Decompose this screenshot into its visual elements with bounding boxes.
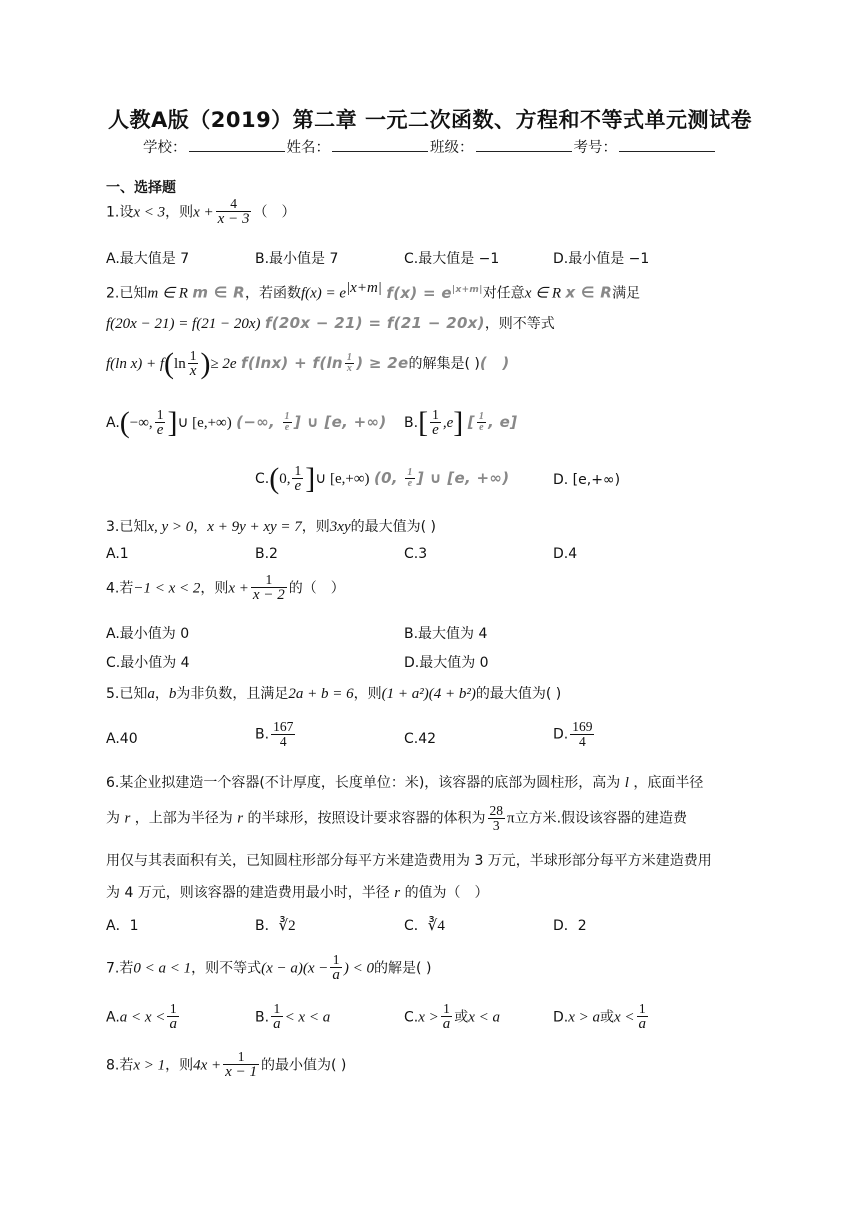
q3-condition-1: x, y > 0 bbox=[147, 519, 194, 535]
q3-option-b[interactable]: B.2 bbox=[255, 546, 278, 562]
q2-question-tail-image: ( ) bbox=[479, 354, 510, 372]
q7-text-a: 7.若 bbox=[106, 960, 134, 977]
q7-text-b: ，则不等式 bbox=[191, 960, 262, 977]
q2-function: f(x) = e bbox=[300, 285, 347, 302]
q3-sep: ， bbox=[193, 519, 208, 535]
q8-text-b: ，则 bbox=[165, 1057, 194, 1074]
q2-option-a[interactable]: A.(−∞, $\frac{1}{e}$ ]∪ [e,+∞) (−∞, $\frac{1}{e}$ ] ∪ [e, +∞) bbox=[106, 406, 387, 439]
school-label: 学校： bbox=[143, 140, 187, 156]
exam-no-blank[interactable] bbox=[619, 137, 715, 152]
q5-condition: 2a + b = 6 bbox=[288, 686, 354, 702]
question-1 bbox=[106, 197, 295, 228]
question-6-line-4 bbox=[106, 882, 750, 902]
q5-expression: (1 + a²)(4 + b²) bbox=[381, 686, 476, 702]
q6-pi: π bbox=[507, 810, 515, 827]
q2-option-c[interactable]: C.(0, $\frac{1}{e}$ ]∪ [e,+∞) (0, $\frac{1}{e}$ ] ∪ [e, +∞) bbox=[255, 462, 510, 495]
q1-mid: ，则 bbox=[165, 204, 194, 221]
q2-symmetry-equation-image: f(20x − 21) = f(21 − 20x) bbox=[264, 314, 485, 332]
q5-comma: ， bbox=[154, 686, 169, 702]
q7-condition: 0 < a < 1 bbox=[133, 960, 192, 977]
q8-text-a: 8.若 bbox=[106, 1057, 134, 1074]
q4-option-b[interactable]: B.最大值为 4 bbox=[404, 626, 488, 642]
q7-option-a[interactable]: A.a < x < $\frac{1}{a}$ bbox=[106, 1001, 177, 1033]
q2-option-b-image: [ $\frac{1}{e}$ , e] bbox=[467, 410, 518, 433]
question-6-line-1 bbox=[106, 772, 750, 792]
q7-expression-b: ) < 0 bbox=[343, 960, 375, 977]
q6-volume-fraction: $\frac{28}{3}$ bbox=[489, 803, 503, 834]
q3-text-c: 的最大值为( ) bbox=[350, 519, 436, 535]
q2-domain: x ∈ R bbox=[524, 285, 562, 302]
q2-inequality-image: f(lnx) + f(ln $\frac{1}{x}$ ) ≥ 2e bbox=[241, 351, 409, 374]
q1-prefix: 1.设 bbox=[106, 204, 134, 221]
q3-option-a[interactable]: A.1 bbox=[106, 546, 129, 562]
q6-line4-a: 为 4 万元，则该容器的建造费用最小时，半径 bbox=[106, 885, 390, 901]
name-blank[interactable] bbox=[332, 137, 428, 152]
q4-fraction: $\frac{1}{x - 2}$ bbox=[252, 572, 285, 604]
q5-var-a: a bbox=[147, 686, 155, 702]
q2-option-c-image: (0, $\frac{1}{e}$ ] ∪ [e, +∞) bbox=[373, 466, 510, 489]
q3-expression: 3xy bbox=[329, 519, 351, 535]
q4-option-d[interactable]: D.最大值为 0 bbox=[404, 655, 489, 671]
q5-var-b: b bbox=[168, 686, 177, 702]
q1-fraction: $\frac{4}{x - 3}$ bbox=[217, 196, 250, 228]
q6-line2-a: 为 bbox=[106, 810, 120, 827]
q5-option-d[interactable]: D. $\frac{169}{4}$ bbox=[553, 719, 593, 750]
q4-condition: −1 < x < 2 bbox=[133, 580, 201, 597]
q8-condition: x > 1 bbox=[133, 1057, 166, 1074]
q6-line2-d: 立方米.假设该容器的建造费 bbox=[514, 810, 688, 827]
q5-option-a[interactable]: A.40 bbox=[106, 731, 138, 747]
question-5 bbox=[106, 683, 561, 703]
name-label: 姓名： bbox=[286, 140, 330, 156]
q6-line1-tail: ，底面半径 bbox=[633, 775, 704, 791]
q6-option-d[interactable]: D．2 bbox=[553, 918, 587, 934]
q4-option-a[interactable]: A.最小值为 0 bbox=[106, 626, 190, 642]
question-8 bbox=[106, 1050, 346, 1081]
q6-option-b[interactable]: B．∛2 bbox=[255, 918, 296, 934]
q4-option-c[interactable]: C.最小值为 4 bbox=[106, 655, 190, 671]
q5-text-d: 的最大值为( ) bbox=[475, 686, 562, 702]
q5-text-c: ，则 bbox=[353, 686, 382, 702]
q2-question-tail: 的解集是( ) bbox=[408, 356, 480, 372]
q4-text-c: 的（ ） bbox=[288, 580, 345, 597]
q1-condition: x < 3 bbox=[133, 204, 166, 221]
q6-var-l: l bbox=[624, 775, 629, 791]
q4-expression: x + bbox=[228, 580, 249, 597]
q2-condition: m ∈ R bbox=[147, 285, 188, 302]
question-6-line-2 bbox=[106, 804, 750, 833]
q8-fraction: $\frac{1}{x - 1}$ bbox=[225, 1049, 257, 1081]
q4-text-a: 4.若 bbox=[106, 580, 134, 597]
q3-option-c[interactable]: C.3 bbox=[404, 546, 428, 562]
exam-no-label: 考号： bbox=[573, 140, 617, 156]
q5-option-b[interactable]: B. $\frac{167}{4}$ bbox=[255, 719, 294, 750]
q2-text-a: 2.已知 bbox=[106, 285, 148, 302]
q4-text-b: ，则 bbox=[200, 580, 229, 597]
q1-option-a[interactable]: A.最大值是 7 bbox=[106, 251, 190, 267]
q2-text-c: 对任意 bbox=[482, 285, 525, 302]
question-3 bbox=[106, 516, 436, 536]
q7-fraction: $\frac{1}{a}$ bbox=[332, 952, 340, 984]
q2-inequality-right: ≥ 2e bbox=[210, 356, 237, 372]
q6-line2-c: 的半球形，按照设计要求容器的体积为 bbox=[247, 810, 486, 827]
q2-text-d: 满足 bbox=[612, 285, 641, 302]
question-2-line-2 bbox=[106, 313, 555, 333]
q7-option-d[interactable]: D.x > a或x < $\frac{1}{a}$ bbox=[553, 1001, 647, 1033]
question-2-line-3: f(ln x) + f(ln $\frac{1}{x}$ )≥ 2e f(lnx) + f(ln $\frac{1}{x}$ ) ≥ 2e的解集是( )( ) bbox=[106, 347, 510, 380]
q2-option-d[interactable]: D. [e,+∞) bbox=[553, 472, 621, 488]
q8-text-c: 的最小值为( ) bbox=[260, 1057, 347, 1074]
q5-option-c[interactable]: C.42 bbox=[404, 731, 437, 747]
q6-option-c[interactable]: C．∛4 bbox=[404, 918, 445, 934]
student-info-line bbox=[0, 136, 860, 157]
class-label: 班级： bbox=[430, 140, 474, 156]
question-6-line-3: 用仅与其表面积有关，已知圆柱形部分每平方米建造费用为 3 万元，半球形部分每平方米建造费用 bbox=[106, 853, 712, 869]
q2-symmetry-equation: f(20x − 21) = f(21 − 20x) bbox=[106, 316, 261, 332]
q2-inequality-fraction: $\frac{1}{x}$ bbox=[189, 347, 197, 379]
section-title: 一、选择题 bbox=[106, 180, 176, 196]
q3-text-a: 3.已知 bbox=[106, 519, 148, 535]
q2-line2-tail: ，则不等式 bbox=[484, 316, 555, 332]
q7-option-b[interactable]: B. $\frac{1}{a}$ < x < a bbox=[255, 1001, 331, 1033]
q7-expression-a: (x − a)(x − bbox=[261, 960, 329, 977]
class-blank[interactable] bbox=[476, 137, 572, 152]
q6-option-a[interactable]: A．1 bbox=[106, 918, 139, 934]
q5-text-a: 5.已知 bbox=[106, 686, 148, 702]
q1-option-c[interactable]: C.最大值是 −1 bbox=[404, 251, 500, 267]
q2-ln: ln bbox=[174, 356, 186, 372]
q2-function-image: $f(x) = e^{|x+m|}$ bbox=[386, 283, 483, 302]
q3-condition-2: x + 9y + xy = 7 bbox=[207, 519, 302, 535]
page-title: 人教A版（2019）第二章 一元二次函数、方程和不等式单元测试卷 bbox=[107, 108, 752, 132]
q2-function-exponent: |x+m| bbox=[346, 280, 382, 296]
q3-option-d[interactable]: D.4 bbox=[553, 546, 578, 562]
question-7 bbox=[106, 953, 431, 984]
q1-tail: （ ） bbox=[253, 204, 296, 221]
q6-line2-b: ，上部为半径为 bbox=[134, 810, 233, 827]
q6-var-r-2: r bbox=[237, 810, 244, 827]
q7-option-c[interactable]: C.x > $\frac{1}{a}$ 或x < a bbox=[404, 1001, 501, 1033]
q3-text-b: ，则 bbox=[301, 519, 330, 535]
q1-expression: x + bbox=[193, 204, 214, 221]
q2-option-b[interactable]: B.[ $\frac{1}{e}$ ,e] [ $\frac{1}{e}$ , e] bbox=[404, 406, 518, 439]
q7-text-c: 的解是( ) bbox=[374, 960, 432, 977]
question-2-line-1 bbox=[106, 280, 640, 303]
q8-expression: 4x + bbox=[193, 1057, 222, 1074]
q6-line4-b: 的值为（ ） bbox=[404, 885, 489, 901]
question-4 bbox=[106, 573, 345, 604]
q2-condition-image: m ∈ R bbox=[192, 283, 245, 302]
q1-option-b[interactable]: B.最小值是 7 bbox=[255, 251, 339, 267]
q6-line1: 6.某企业拟建造一个容器(不计厚度，长度单位：米)，该容器的底部为圆柱形，高为 bbox=[106, 775, 621, 791]
q2-option-a-image: (−∞, $\frac{1}{e}$ ] ∪ [e, +∞) bbox=[236, 410, 387, 433]
q1-option-d[interactable]: D.最小值是 −1 bbox=[553, 251, 650, 267]
school-blank[interactable] bbox=[189, 137, 285, 152]
q2-domain-image: x ∈ R bbox=[565, 283, 613, 302]
q2-inequality-left: f(ln x) + f bbox=[106, 356, 165, 372]
q6-var-r-3: r bbox=[394, 885, 401, 901]
q6-var-r: r bbox=[124, 810, 131, 827]
q2-text-b: ，若函数 bbox=[244, 285, 301, 302]
q5-text-b: 为非负数，且满足 bbox=[176, 686, 289, 702]
